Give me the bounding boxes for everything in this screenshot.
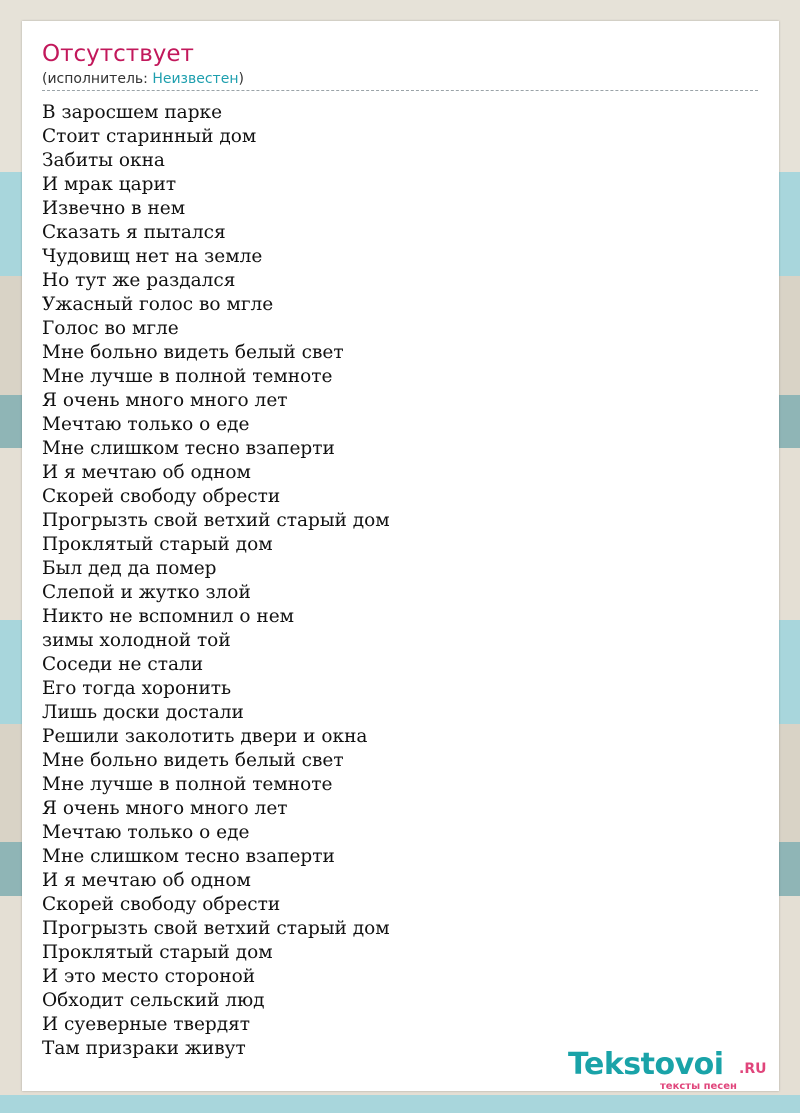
lyric-line: Голос во мгле [42,318,179,339]
lyric-line: Лишь доски достали [42,702,244,723]
lyric-line: Его тогда хоронить [42,678,232,699]
lyric-line: Прогрызть свой ветхий старый дом [42,918,390,939]
lyric-line: Слепой и жутко злой [42,582,251,603]
lyric-line: Но тут же раздался [42,270,236,291]
lyric-line: Мне лучше в полной темноте [42,366,333,387]
lyric-line: Извечно в нем [42,198,186,219]
lyric-line: И я мечтаю об одном [42,870,251,891]
lyric-line: Прогрызть свой ветхий старый дом [42,510,390,531]
lyric-line: И мрак царит [42,174,177,195]
lyric-line: зимы холодной той [42,630,231,651]
lyric-line: Проклятый старый дом [42,534,273,555]
artist-link[interactable]: Неизвестен [152,71,239,87]
lyric-line: Стоит старинный дом [42,126,257,147]
lyric-line: Мне слишком тесно взаперти [42,846,335,867]
logo-tagline: тексты песен [660,1081,737,1092]
lyric-line: Решили заколотить двери и окна [42,726,368,747]
lyric-line: Я очень много много лет [42,390,288,411]
lyric-line: Проклятый старый дом [42,942,273,963]
lyric-line: Я очень много много лет [42,798,288,819]
artist-suffix: ) [238,71,244,87]
lyric-line: Чудовищ нет на земле [42,246,263,267]
lyric-line: Ужасный голос во мгле [42,294,274,315]
lyric-line: Мне лучше в полной темноте [42,774,333,795]
logo-wordmark: Tekstovoi [568,1047,724,1082]
title-divider [42,90,758,91]
lyric-line: Никто не вспомнил о нем [42,606,295,627]
artist-line [42,71,244,87]
lyric-line: Забиты окна [42,150,165,171]
lyric-line: Скорей свободу обрести [42,894,281,915]
lyric-line: В заросшем парке [42,102,223,123]
lyrics-sheet [22,21,779,1091]
site-logo[interactable] [568,1047,778,1091]
lyric-line: Там призраки живут [42,1038,246,1059]
lyric-line: Сказать я пытался [42,222,226,243]
lyric-line: Был дед да помер [42,558,217,579]
lyric-line: И суеверные твердят [42,1014,251,1035]
lyric-line: Мне больно видеть белый свет [42,342,344,363]
lyric-line: Мечтаю только о еде [42,822,250,843]
logo-tld: .RU [739,1061,767,1077]
lyric-line: Мечтаю только о еде [42,414,250,435]
artist-prefix: (исполнитель: [42,71,153,87]
lyric-line: И я мечтаю об одном [42,462,251,483]
lyric-line: Обходит сельский люд [42,990,265,1011]
song-title: Отсутствует [42,41,194,67]
lyric-line: Скорей свободу обрести [42,486,281,507]
lyric-line: И это место стороной [42,966,256,987]
lyrics-list [42,101,390,1061]
lyric-line: Соседи не стали [42,654,204,675]
lyric-line: Мне больно видеть белый свет [42,750,344,771]
lyric-line: Мне слишком тесно взаперти [42,438,335,459]
